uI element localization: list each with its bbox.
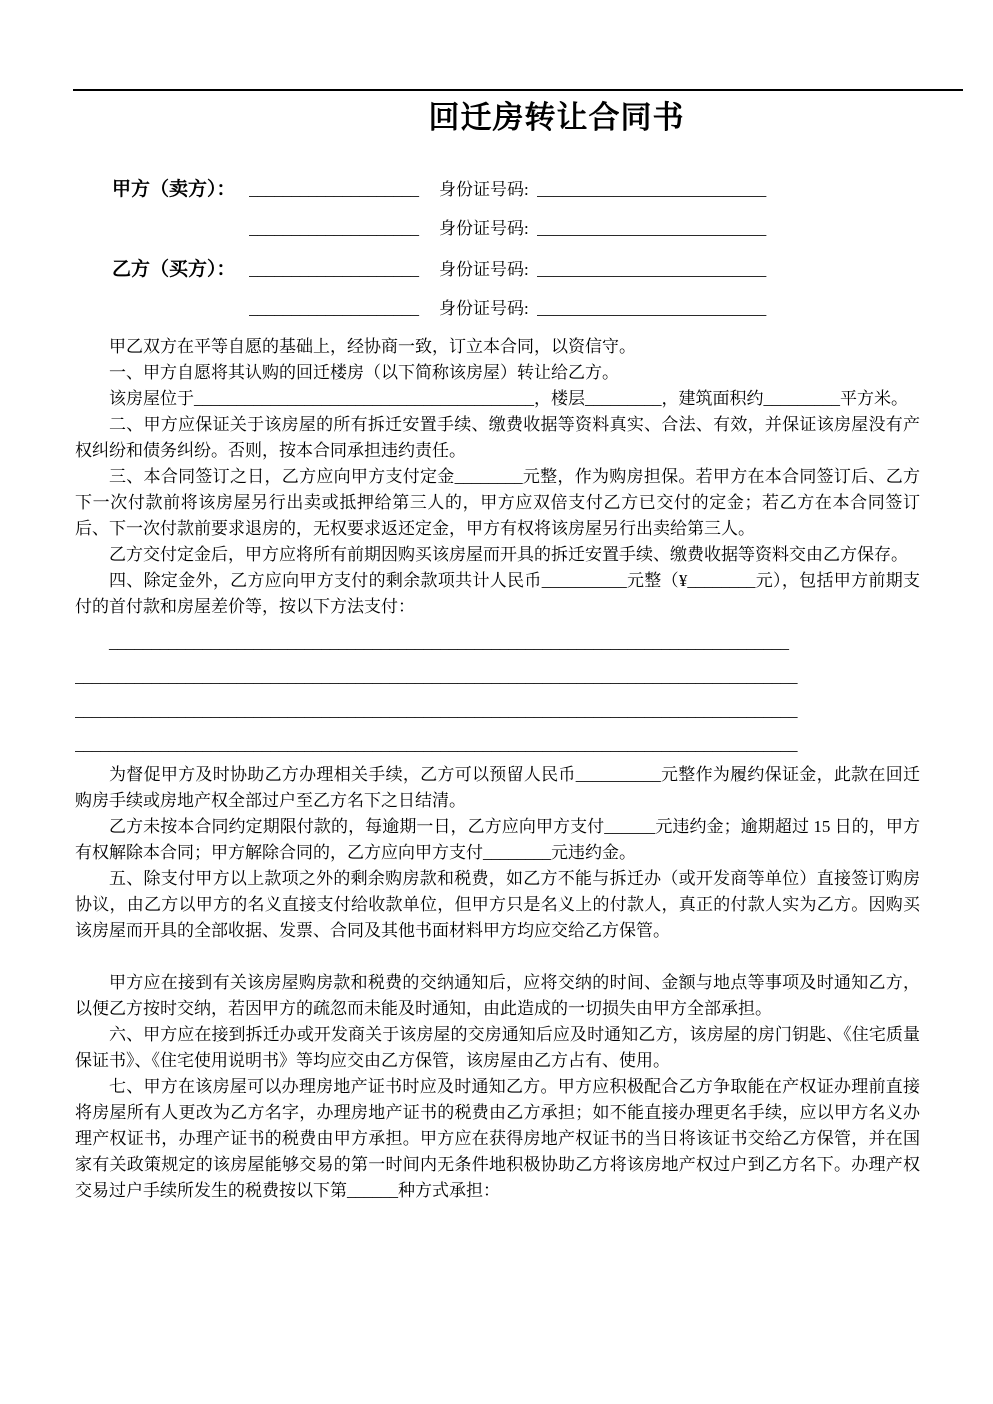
fill-in-blank-line: _____________________________________________________________________________________ [75,701,798,720]
parties-block [112,174,993,318]
fill-in-blank-line: _____________________________________________________________________________________ [75,667,798,686]
contract-paragraph: 七、甲方在该房屋可以办理房地产证书时应及时通知乙方。甲方应积极配合乙方争取能在产权证办理前直接将房屋所有人更改为乙方名字，办理房地产证书的税费由乙方承担；如不能直接办理更名手续，应以甲方名义办理产权证书，办理产证书的税费由甲方承担。甲方应在获得房地产权证书的当日将该证书交给乙方保管，并在国家有关政策规定的该房屋能够交易的第一时间内无条件地积极协助乙方将该房地产权过户到乙方名下。办理产权交易过户手续所发生的税费按以下第______种方式承担： [75,1077,920,1200]
contract-paragraph: 该房屋位于________________________________________，楼层_________，建筑面积约_________平方米。 [109,389,908,408]
contract-body [75,334,920,1204]
id-number-label: 身份证号码: [439,299,529,318]
fill-in-blank-line: _____________________________________________________________________________________ [75,735,798,754]
document-title: 回迁房转让合同书 [428,100,685,135]
contract-paragraph: 乙方未按本合同约定期限付款的，每逾期一日，乙方应向甲方支付______元违约金；逾期超过 15 日的，甲方有权解除本合同；甲方解除合同的，乙方应向甲方支付________元违约金。 [75,817,920,862]
party-name-blank: ____________________ [249,219,419,238]
party-row [112,254,993,278]
party-row [112,174,993,198]
contract-paragraph: 甲方应在接到有关该房屋购房款和税费的交纳通知后，应将交纳的时间、金额与地点等事项及时通知乙方，以便乙方按时交纳，若因甲方的疏忽而未能及时通知，由此造成的一切损失由甲方全部承担。 [75,973,920,1018]
fill-in-blank-line: ________________________________________________________________________________ [109,633,789,652]
party-label: 甲方（卖方）： [112,179,236,200]
party-id-blank: ___________________________ [536,260,767,279]
party-name-blank: ____________________ [249,180,419,199]
party-name-blank: ____________________ [249,299,419,318]
contract-paragraph: 为督促甲方及时协助乙方办理相关手续，乙方可以预留人民币__________元整作为履约保证金，此款在回迁购房手续或房地产权全部过户至乙方名下之日结清。 [75,765,920,810]
party-id-blank: ___________________________ [536,180,767,199]
contract-paragraph: 五、除支付甲方以上款项之外的剩余购房款和税费，如乙方不能与拆迁办（或开发商等单位）直接签订购房协议，由乙方以甲方的名义直接支付给收款单位，但甲方只是名义上的付款人，真正的付款人实为乙方。因购买该房屋而开具的全部收据、发票、合同及其他书面材料甲方均应交给乙方保管。 [75,869,920,940]
contract-paragraph: 三、本合同签订之日，乙方应向甲方支付定金________元整，作为购房担保。若甲方在本合同签订后、乙方下一次付款前将该房屋另行出卖或抵押给第三人的，甲方应双倍支付乙方已交付的定金；若乙方在本合同签订后、下一次付款前要求退房的，无权要求返还定金，甲方有权将该房屋另行出卖给第三人。 [75,467,920,538]
party-row [112,294,993,318]
party-id-blank: ___________________________ [536,299,767,318]
party-label: 乙方（买方）： [112,259,236,280]
contract-paragraph: 六、甲方应在接到拆迁办或开发商关于该房屋的交房通知后应及时通知乙方，该房屋的房门钥匙、《住宅质量保证书》、《住宅使用说明书》等均应交由乙方保管，该房屋由乙方占有、使用。 [75,1025,920,1070]
contract-paragraph: 四、除定金外，乙方应向甲方支付的剩余款项共计人民币__________元整（¥________元），包括甲方前期支付的首付款和房屋差价等，按以下方法支付： [75,571,920,616]
id-number-label: 身份证号码: [439,219,529,238]
id-number-label: 身份证号码: [439,180,529,199]
contract-paragraph: 二、甲方应保证关于该房屋的所有拆迁安置手续、缴费收据等资料真实、合法、有效，并保证该房屋没有产权纠纷和债务纠纷。否则，按本合同承担违约责任。 [75,415,920,460]
contract-paragraph: 一、甲方自愿将其认购的回迁楼房（以下简称该房屋）转让给乙方。 [109,363,619,382]
id-number-label: 身份证号码: [439,260,529,279]
header-rule [73,89,963,91]
party-row [112,214,993,238]
contract-paragraph: 乙方交付定金后，甲方应将所有前期因购买该房屋而开具的拆迁安置手续、缴费收据等资料交由乙方保存。 [109,545,908,564]
contract-paragraph: 甲乙双方在平等自愿的基础上，经协商一致，订立本合同，以资信守。 [109,337,636,356]
party-id-blank: ___________________________ [536,219,767,238]
party-name-blank: ____________________ [249,260,419,279]
